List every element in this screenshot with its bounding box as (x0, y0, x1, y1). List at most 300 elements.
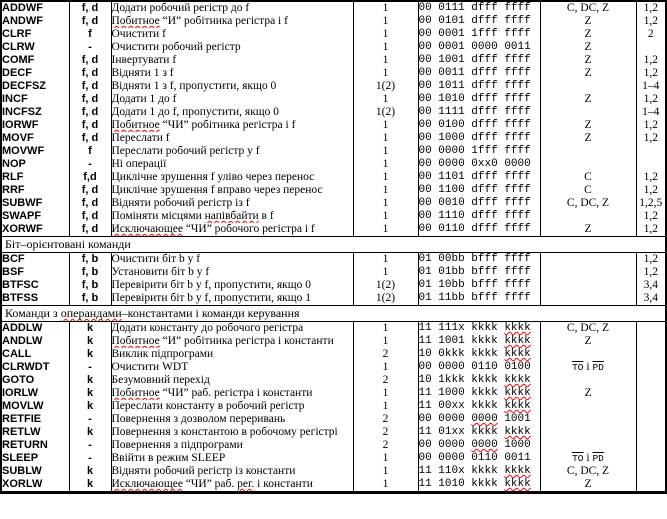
overlined-flag: $\overline{TO}$ (572, 362, 584, 373)
text-segment: SUBWF (2, 197, 43, 209)
text-segment: 1 (382, 93, 389, 105)
description-cell (111, 361, 353, 374)
cycles-cell (353, 426, 418, 439)
description-cell (111, 80, 353, 93)
operands-cell (69, 1, 111, 15)
text-segment: - (88, 158, 92, 170)
flags-cell (540, 54, 636, 67)
operands-cell (69, 210, 111, 223)
cycles-cell (353, 348, 418, 361)
text-segment: 00 1011 dfff ffff (418, 80, 531, 92)
text-segment: Z (584, 132, 592, 144)
cycles-cell (353, 361, 418, 374)
text-segment: SLEEP (2, 452, 39, 464)
description-cell (111, 465, 353, 478)
text-segment: 1 (382, 28, 389, 40)
text-segment: MOVWF (2, 145, 45, 157)
text-segment: CALL (2, 348, 32, 360)
cycles-cell (353, 335, 418, 348)
flags-cell (540, 478, 636, 493)
text-segment: 2 (382, 348, 389, 360)
operands-cell (69, 119, 111, 132)
text-segment: 10 1kkk kkkk (418, 374, 505, 386)
opcode-cell (418, 361, 540, 374)
opcode-cell (418, 465, 540, 478)
notes-cell (636, 93, 666, 106)
table-row (1, 253, 666, 267)
operands-cell (69, 426, 111, 439)
notes-cell (636, 106, 666, 119)
text-segment: 1,2 (643, 2, 658, 14)
notes-cell (636, 28, 666, 41)
text-segment: Відняти 1 з f, пропустити, якщо 0 (111, 80, 277, 92)
cycles-cell (353, 478, 418, 493)
text-segment: CLRF (2, 28, 32, 40)
opcode-cell (418, 478, 540, 493)
text-segment: 00 0010 dfff ffff (418, 197, 531, 209)
text-segment: 1,2 (643, 184, 658, 196)
mnemonic-cell (1, 184, 69, 197)
cycles-cell (353, 15, 418, 28)
text-segment: 1,2 (643, 54, 658, 66)
flags-cell (540, 374, 636, 387)
text-segment: f, b (81, 253, 99, 265)
text-segment: 1 (382, 119, 389, 131)
flags-cell (540, 197, 636, 210)
table-row (1, 387, 666, 400)
text-segment: 01 01bb bfff ffff (418, 266, 531, 278)
opcode-cell (418, 106, 540, 119)
text-segment: Z (584, 478, 592, 490)
text-segment: NOP (2, 158, 26, 170)
description-cell (111, 478, 353, 493)
operands-cell (69, 478, 111, 493)
notes-cell (636, 210, 666, 223)
operands-cell (69, 132, 111, 145)
table-row (1, 266, 666, 279)
operands-cell (69, 145, 111, 158)
text-segment: k (86, 374, 94, 386)
text-segment: k (86, 322, 94, 334)
text-segment: XORWF (2, 223, 43, 235)
opcode-cell (418, 28, 540, 41)
notes-cell (636, 80, 666, 93)
text-segment: 1,2 (643, 223, 658, 235)
flags-cell (540, 119, 636, 132)
misspelled-text: Побитное (111, 335, 160, 347)
cycles-cell (353, 28, 418, 41)
text-segment: 00 0011 dfff ffff (418, 67, 531, 79)
text-segment: Циклічне зрушення f уліво через перенос (111, 171, 315, 183)
description-cell (111, 322, 353, 336)
mnemonic-cell (1, 28, 69, 41)
operands-cell (69, 348, 111, 361)
notes-cell (636, 361, 666, 374)
description-cell (111, 1, 353, 15)
opcode-cell (418, 184, 540, 197)
text-segment: 00 0000 (418, 413, 472, 425)
table-row (1, 292, 666, 306)
text-segment: k (86, 400, 94, 412)
text-segment: Z (584, 223, 592, 235)
section-header-label (1, 306, 666, 322)
mnemonic-cell (1, 387, 69, 400)
cycles-cell (353, 387, 418, 400)
text-segment: 00 1100 dfff ffff (418, 184, 531, 196)
text-segment: Переслати константу в робочий регістр (111, 400, 305, 412)
text-segment: і константи (254, 478, 313, 490)
text-segment: 1–4 (642, 80, 660, 92)
mnemonic-cell (1, 361, 69, 374)
description-cell (111, 223, 353, 237)
text-segment: Ввійти в режим SLEEP (111, 452, 226, 464)
notes-cell (636, 41, 666, 54)
text-segment: Z (584, 54, 592, 66)
cycles-cell (353, 292, 418, 306)
text-segment: f, d (81, 132, 99, 144)
operands-cell (69, 322, 111, 336)
text-segment: Z (584, 335, 592, 347)
text-segment: Інвертувати f (111, 54, 177, 66)
text-segment: Додати 1 до f (111, 93, 177, 105)
table-row (1, 41, 666, 54)
flags-cell (540, 41, 636, 54)
text-segment: - (88, 361, 92, 373)
operands-cell (69, 158, 111, 171)
flags-cell (540, 426, 636, 439)
mnemonic-cell (1, 15, 69, 28)
text-segment: Очистити WDT (111, 361, 189, 373)
opcode-cell (418, 253, 540, 267)
notes-cell (636, 1, 666, 15)
notes-cell (636, 478, 666, 493)
operands-cell (69, 67, 111, 80)
text-segment: Перевірити біт b у f, пропустити, якщо 0 (111, 279, 312, 291)
text-segment: RETURN (2, 439, 48, 451)
operands-cell (69, 465, 111, 478)
mnemonic-cell (1, 335, 69, 348)
text-segment: - (88, 439, 92, 451)
description-cell (111, 106, 353, 119)
text-segment: k (86, 478, 94, 490)
text-segment: Команди з (5, 306, 61, 320)
notes-cell (636, 197, 666, 210)
mnemonic-cell (1, 132, 69, 145)
description-cell (111, 93, 353, 106)
text-segment: 1 (382, 452, 389, 464)
text-segment: 2 (382, 413, 389, 425)
text-segment: в f (258, 210, 274, 222)
text-segment: 00 1000 dfff ffff (418, 132, 531, 144)
text-segment: 1,2 (643, 119, 658, 131)
table-row (1, 80, 666, 93)
opcode-cell (418, 348, 540, 361)
mnemonic-cell (1, 210, 69, 223)
text-segment: “ЧИ” робочого регістра і f (182, 223, 315, 235)
description-cell (111, 400, 353, 413)
text-segment: f,d (83, 171, 97, 183)
description-cell (111, 184, 353, 197)
text-segment: BCF (2, 253, 25, 265)
misspelled-text: kkkk (504, 335, 531, 347)
description-cell (111, 67, 353, 80)
description-cell (111, 28, 353, 41)
opcode-cell (418, 15, 540, 28)
cycles-cell (353, 197, 418, 210)
cycles-cell (353, 132, 418, 145)
mnemonic-cell (1, 67, 69, 80)
flags-cell (540, 67, 636, 80)
opcode-cell (418, 119, 540, 132)
misspelled-text: 0000 (471, 413, 498, 425)
text-segment: 2 (382, 374, 389, 386)
cycles-cell (353, 184, 418, 197)
text-segment: 1 (382, 15, 389, 27)
operands-cell (69, 292, 111, 306)
cycles-cell (353, 253, 418, 267)
description-cell (111, 426, 353, 439)
operands-cell (69, 28, 111, 41)
operands-cell (69, 197, 111, 210)
flags-cell (540, 439, 636, 452)
notes-cell (636, 374, 666, 387)
cycles-cell (353, 54, 418, 67)
notes-cell (636, 15, 666, 28)
flags-cell (540, 387, 636, 400)
flags-cell (540, 322, 636, 336)
notes-cell (636, 413, 666, 426)
section-header-row (1, 237, 666, 253)
text-segment: Додати константу до робочого регістра (111, 322, 304, 334)
text-segment: 1 (382, 253, 389, 265)
opcode-cell (418, 1, 540, 15)
table-row (1, 478, 666, 493)
description-cell (111, 15, 353, 28)
table-row (1, 28, 666, 41)
opcode-cell (418, 279, 540, 292)
text-segment: f (88, 28, 92, 40)
table-row (1, 400, 666, 413)
text-segment: Переслати робочий регістр у f (111, 145, 260, 157)
text-segment: 00 0000 0xx0 0000 (418, 158, 531, 170)
cycles-cell (353, 119, 418, 132)
text-segment: 00 0000 0110 0100 (418, 361, 531, 373)
flags-cell (540, 335, 636, 348)
text-segment: CLRW (2, 41, 35, 53)
notes-cell (636, 184, 666, 197)
text-segment: 1 (382, 266, 389, 278)
mnemonic-cell (1, 322, 69, 336)
mnemonic-cell (1, 452, 69, 465)
description-cell (111, 279, 353, 292)
table-row (1, 374, 666, 387)
table-row (1, 439, 666, 452)
text-segment: 1 (382, 210, 389, 222)
text-segment: “И” робітника регістра і константи (159, 335, 334, 347)
text-segment: 00 1001 dfff ffff (418, 54, 531, 66)
table-row (1, 413, 666, 426)
cycles-cell (353, 413, 418, 426)
notes-cell (636, 465, 666, 478)
misspelled-text: Побитное (111, 15, 160, 27)
flags-cell (540, 266, 636, 279)
cycles-cell (353, 452, 418, 465)
text-segment: 1 (382, 145, 389, 157)
operands-cell (69, 223, 111, 237)
text-segment: 00 0100 dfff ffff (418, 119, 531, 131)
notes-cell (636, 171, 666, 184)
text-segment: Z (584, 119, 592, 131)
description-cell (111, 292, 353, 306)
description-cell (111, 266, 353, 279)
cycles-cell (353, 266, 418, 279)
opcode-cell (418, 413, 540, 426)
description-cell (111, 210, 353, 223)
notes-cell (636, 279, 666, 292)
notes-cell (636, 335, 666, 348)
table-row (1, 452, 666, 465)
table-row (1, 171, 666, 184)
description-cell (111, 197, 353, 210)
text-segment: 00 0001 0000 0011 (418, 41, 531, 53)
text-segment: 3,4 (643, 279, 658, 291)
text-segment: 1 (382, 2, 389, 14)
text-segment: 1,2 (643, 67, 658, 79)
text-segment: 1000 (497, 439, 531, 451)
text-segment: Очистити f (111, 28, 166, 40)
cycles-cell (353, 279, 418, 292)
flags-cell (540, 223, 636, 237)
text-segment: Повернення з константою в робочому регістрі (111, 426, 338, 438)
description-cell (111, 335, 353, 348)
text-segment: 1 (382, 387, 389, 399)
opcode-cell (418, 197, 540, 210)
text-segment: f, d (81, 223, 99, 235)
text-segment: 01 11bb bfff ffff (418, 292, 531, 304)
text-segment: 00 0000 (418, 439, 472, 451)
notes-cell (636, 67, 666, 80)
operands-cell (69, 452, 111, 465)
description-cell (111, 145, 353, 158)
mnemonic-cell (1, 41, 69, 54)
text-segment: Повернення з підпрограми (111, 439, 243, 451)
text-segment: 1 (382, 478, 389, 490)
section-header-label (1, 237, 666, 253)
table-row (1, 465, 666, 478)
text-segment: 1 (382, 184, 389, 196)
text-segment: ANDWF (2, 15, 43, 27)
notes-cell (636, 400, 666, 413)
operands-cell (69, 335, 111, 348)
table-row (1, 93, 666, 106)
opcode-cell (418, 41, 540, 54)
operands-cell (69, 15, 111, 28)
table-row (1, 210, 666, 223)
text-segment: –константами і команди керування (121, 306, 300, 320)
text-segment: 01 10bb bfff ffff (418, 279, 531, 291)
text-segment: IORLW (2, 387, 39, 399)
opcode-cell (418, 80, 540, 93)
mnemonic-cell (1, 80, 69, 93)
operands-cell (69, 361, 111, 374)
flags-cell (540, 348, 636, 361)
mnemonic-cell (1, 223, 69, 237)
text-segment: “ЧИ” раб. регістра і константи (159, 387, 313, 399)
misspelled-text: kkkk (504, 348, 531, 360)
text-segment: ANDLW (2, 335, 43, 347)
table-row (1, 54, 666, 67)
misspelled-text: kkkk (504, 322, 531, 334)
text-segment: 3,4 (643, 292, 658, 304)
misspelled-text: операндами (60, 306, 122, 320)
text-segment: DECF (2, 67, 32, 79)
text-segment: CLRWDT (2, 361, 50, 373)
table-row (1, 361, 666, 374)
operands-cell (69, 279, 111, 292)
opcode-cell (418, 452, 540, 465)
mnemonic-cell (1, 400, 69, 413)
flags-cell (540, 210, 636, 223)
text-segment: 1 (382, 54, 389, 66)
text-segment: 1 (382, 400, 389, 412)
text-segment: GOTO (2, 374, 35, 386)
text-segment: 11 1010 kkkk (418, 478, 505, 490)
operands-cell (69, 80, 111, 93)
mnemonic-cell (1, 348, 69, 361)
instruction-table-body (1, 1, 666, 493)
text-segment: Z (584, 67, 592, 79)
flags-cell (540, 400, 636, 413)
flags-cell (540, 184, 636, 197)
text-segment: 00 0000 0110 0011 (418, 452, 531, 464)
text-segment: C (584, 184, 592, 196)
text-segment: RLF (2, 171, 24, 183)
text-segment: Z (584, 28, 592, 40)
opcode-cell (418, 223, 540, 237)
description-cell (111, 171, 353, 184)
mnemonic-cell (1, 93, 69, 106)
text-segment: 1 (382, 335, 389, 347)
opcode-cell (418, 54, 540, 67)
flags-cell (540, 1, 636, 15)
table-row (1, 145, 666, 158)
text-segment: RETFIE (2, 413, 42, 425)
text-segment: 1 (382, 41, 389, 53)
text-segment: f, d (81, 80, 99, 92)
text-segment: 1 (382, 361, 389, 373)
text-segment: Z (584, 387, 592, 399)
text-segment: C, DC, Z (566, 465, 610, 477)
text-segment: Z (584, 41, 592, 53)
text-segment: 1,2,5 (639, 197, 663, 209)
text-segment: f, d (81, 54, 99, 66)
table-row (1, 322, 666, 336)
description-cell (111, 348, 353, 361)
text-segment: Виклик підпрограми (111, 348, 214, 360)
opcode-cell (418, 171, 540, 184)
text-segment: C, DC, Z (566, 322, 610, 334)
text-segment: RETLW (2, 426, 41, 438)
table-row (1, 184, 666, 197)
text-segment: 1(2) (375, 106, 396, 118)
misspelled-text: Побитное (111, 119, 160, 131)
cycles-cell (353, 158, 418, 171)
flags-cell (540, 361, 636, 374)
text-segment: f, d (81, 106, 99, 118)
mnemonic-cell (1, 374, 69, 387)
flags-cell (540, 132, 636, 145)
misspelled-text: Побитное (111, 387, 160, 399)
